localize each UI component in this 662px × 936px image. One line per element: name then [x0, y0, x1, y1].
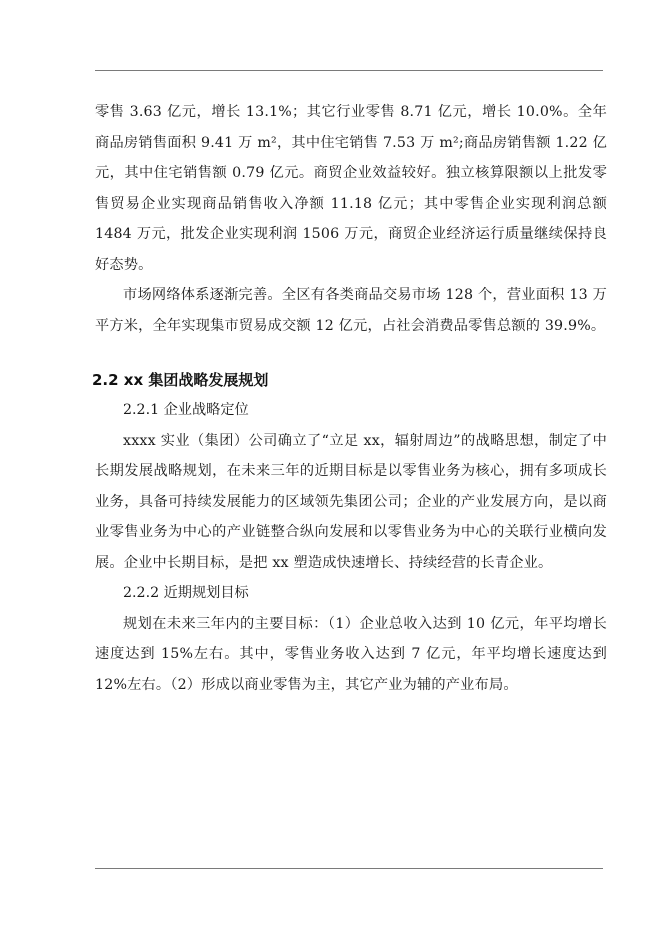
subsection-heading-strategy: 2.2.1 企业战略定位	[123, 402, 249, 418]
paragraph-strategy: xxxx 实业（集团）公司确立了“立足 xx，辐射周边”的战略思想，制定了中长期发展战略规划，在未来三年的近期目标是以零售业务为核心，拥有多项成长业务，具备可持续发展能力的区域领先集团公司；企业的产业发展方向，是以商业零售业务为中心的产业链整合纵向发展和以零售业务为中心的关联行业横向发展。企业中长期目标，是把 xx 塑造成快速增长、持续经营的长青企业。	[95, 432, 607, 571]
paragraph-goals: 规划在未来三年内的主要目标：（1）企业总收入达到 10 亿元，年平均增长速度达到 15%左右。其中，零售业务收入达到 7 亿元，年平均增长速度达到 12%左右。（2）形成以商业零售为主，其它产业为辅的产业布局。	[95, 615, 607, 693]
footer-rule	[95, 868, 603, 869]
header-rule	[95, 70, 603, 71]
document-body	[92, 97, 607, 700]
subsection-heading-goals: 2.2.2 近期规划目标	[123, 585, 249, 601]
paragraph-retail-stats: 零售 3.63 亿元，增长 13.1%；其它行业零售 8.71 亿元，增长 10.0%。全年商品房销售面积 9.41 万 m²，其中住宅销售 7.53 万 m²;商品房销售额 1.22 亿元，其中住宅销售额 0.79 亿元。商贸企业效益较好。独立核算限额以上批发零售贸易企业实现商品销售收入净额 11.18 亿元；其中零售企业实现利润总额 1484 万元，批发企业实现利润 1506 万元，商贸企业经济运行质量继续保持良好态势。	[95, 104, 607, 273]
paragraph-market-network: 市场网络体系逐渐完善。全区有各类商品交易市场 128 个，营业面积 13 万平方米，全年实现集市贸易成交额 12 亿元，占社会消费品零售总额的 39.9%。	[95, 287, 607, 334]
section-heading: 2.2 xx 集团战略发展规划	[92, 371, 269, 389]
